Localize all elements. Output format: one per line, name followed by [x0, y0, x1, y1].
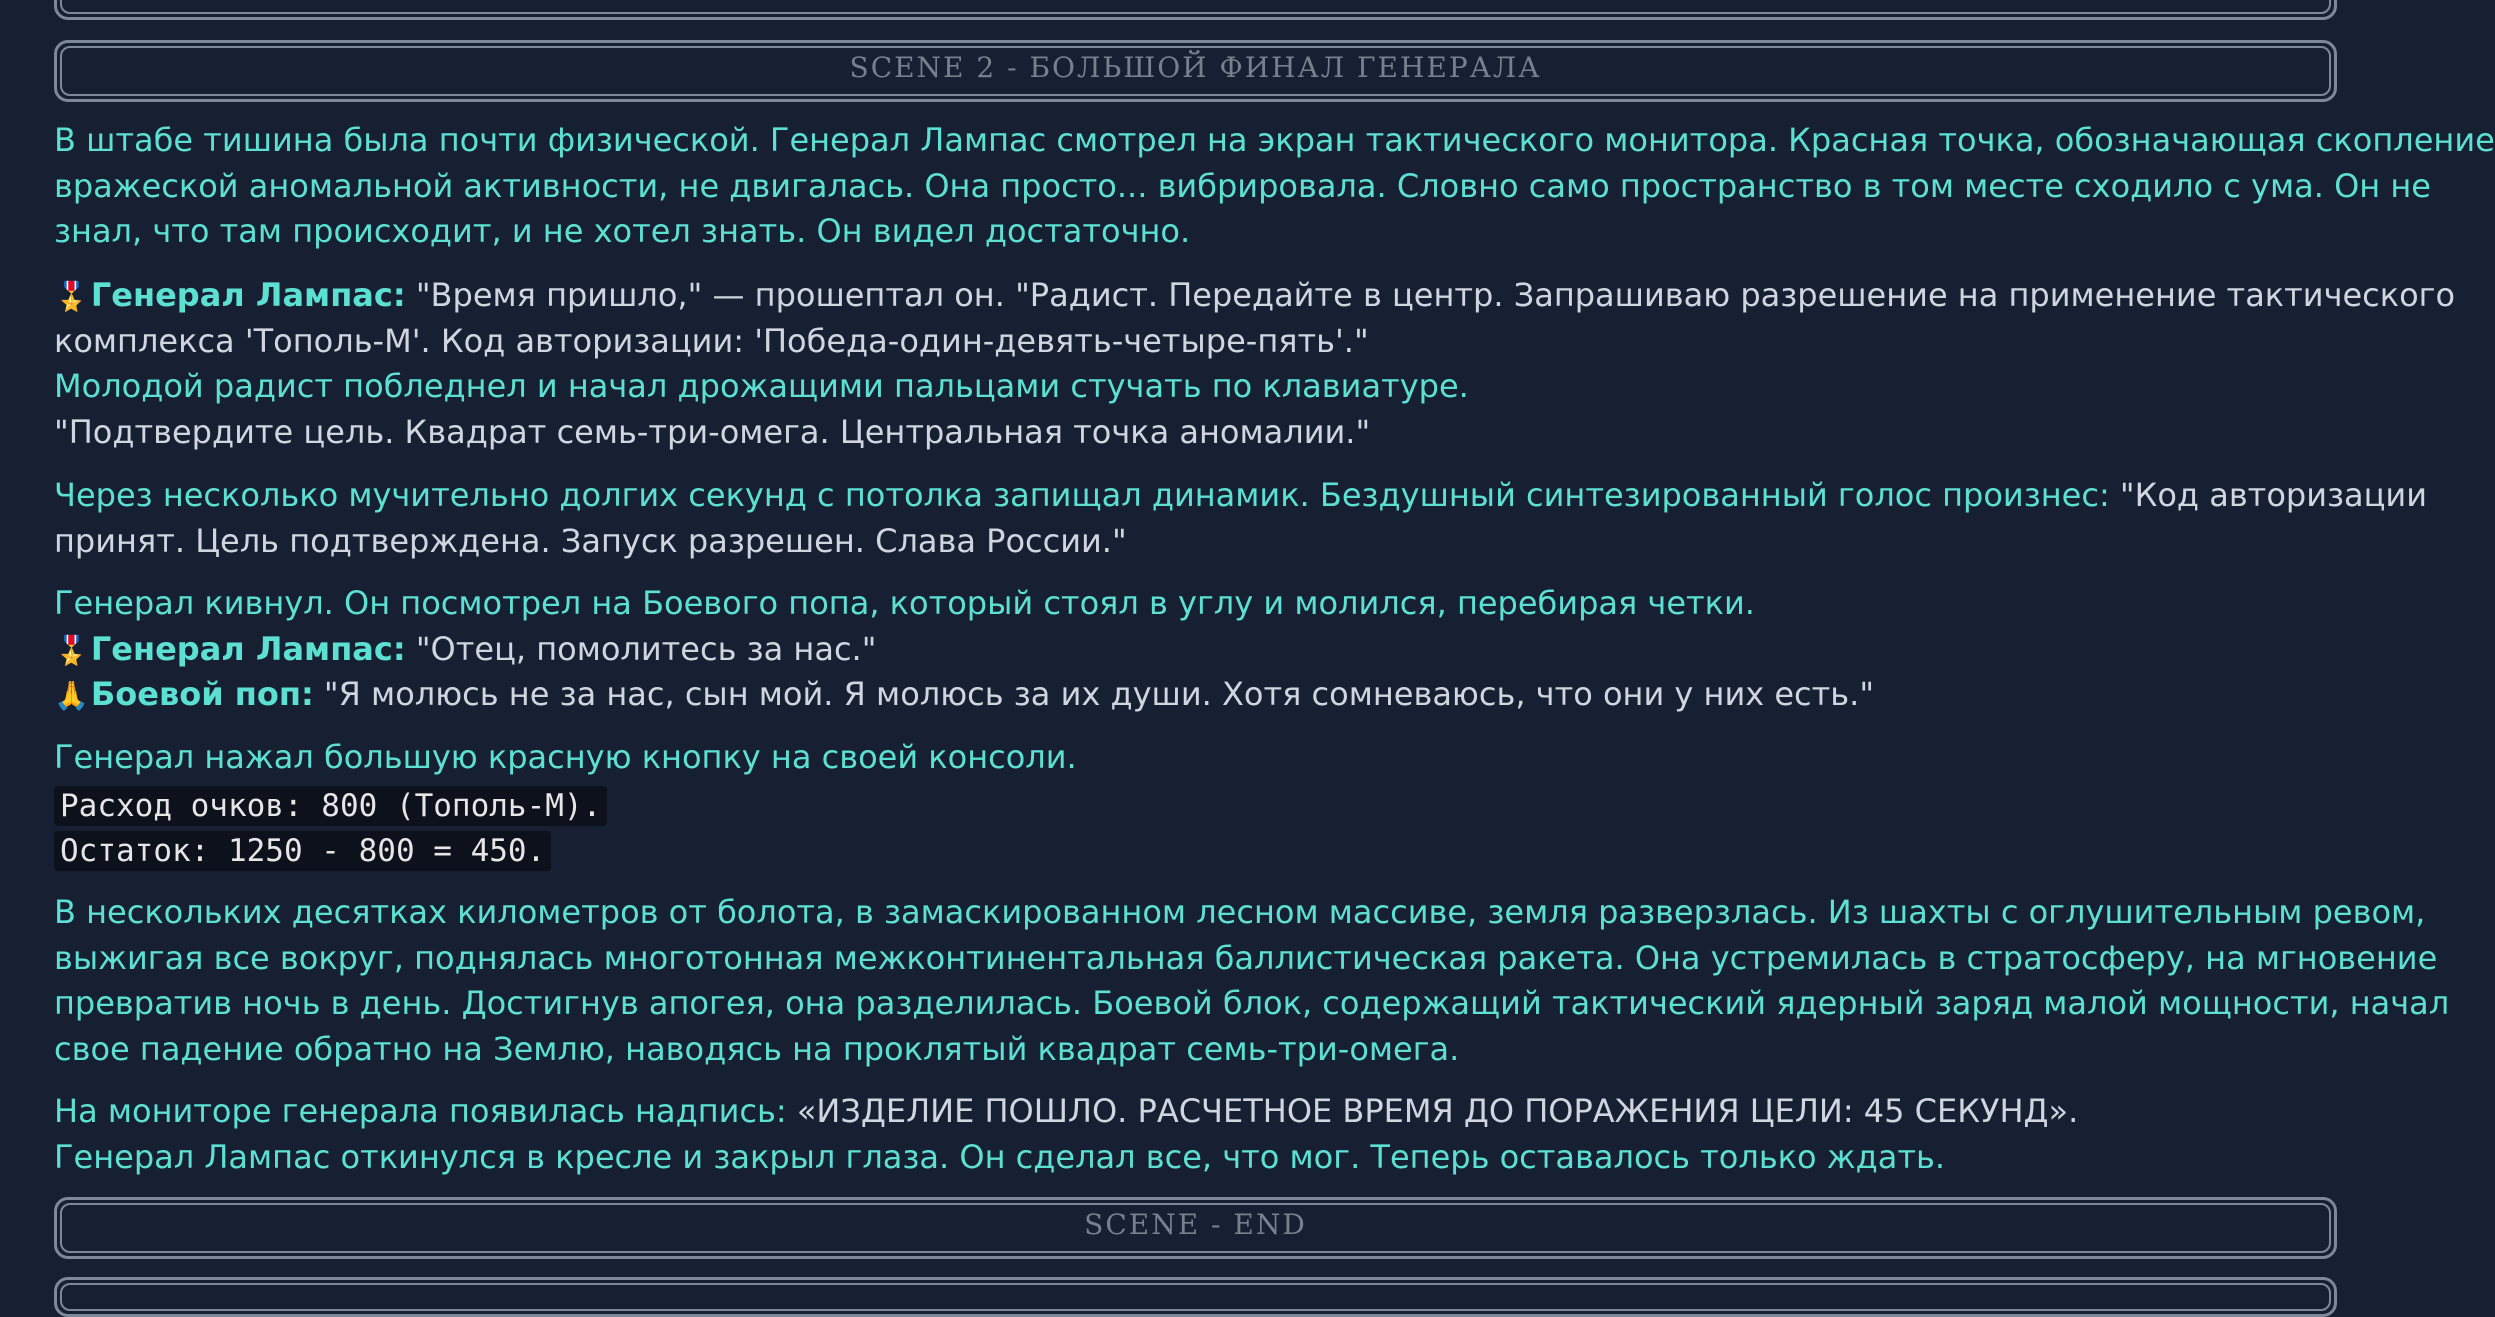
scene-header-frame: [54, 40, 2337, 102]
quote-text: "Подтвердите цель. Квадрат семь-три-омега. Центральная точка аномалии.": [54, 412, 1371, 451]
next-scene-frame: [54, 1277, 2337, 1317]
speaker-name: Генерал Лампас:: [90, 629, 406, 668]
text-line: превратив ночь в день. Достигнув апогея, она разделилась. Боевой блок, содержащий тактический ядерный заряд малой мощности, начал: [54, 984, 2450, 1022]
quote-text: принят. Цель подтверждена. Запуск разрешен. Слава России.": [54, 521, 1127, 560]
paragraph-launch: [54, 890, 2450, 1072]
narration-text: Генерал нажал большую красную кнопку на своей консоли.: [54, 738, 1077, 776]
speaker-name: Генерал Лампас:: [90, 276, 406, 314]
paragraph-authorization: [54, 473, 2427, 564]
text-line: В нескольких десятках километров от болота, в замаскированном лесном массиве, земля разверзлась. Из шахты с оглушительным ревом,: [54, 893, 2426, 931]
previous-scene-frame: [54, 0, 2337, 20]
speech-text: комплекса 'Тополь-М'. Код авторизации: 'Победа-один-девять-четыре-пять'.": [54, 321, 1369, 360]
narration-text: Через несколько мучительно долгих секунд с потолка запищал динамик. Бездушный синтезированный голос произнес:: [54, 476, 2120, 514]
speaker-name: Боевой поп:: [90, 675, 314, 713]
medal-icon: 🎖️: [54, 633, 89, 667]
paragraph-monitor: [54, 1089, 2354, 1180]
points-remaining-code: Остаток: 1250 - 800 = 450.: [54, 831, 551, 871]
text-line: знал, что там происходит, и не хотел знать. Он видел достаточно.: [54, 212, 1191, 250]
medal-icon: 🎖️: [54, 280, 89, 313]
paragraph-general-request: [54, 273, 2456, 455]
text-line: вражеской аномальной активности, не двигалась. Она просто... вибрировала. Словно само пространство в том месте сходило с ума. Он не: [54, 166, 2431, 205]
text-line: свое падение обратно на Землю, наводясь на проклятый квадрат семь-три-омега.: [54, 1029, 1460, 1068]
text-line: выжигая все вокруг, поднялась многотонная межконтинентальная баллистическая ракета. Она устремилась в стратосферу, на мгновение: [54, 938, 2438, 977]
speech-text: "Я молюсь не за нас, сын мой. Я молюсь за их души. Хотя сомневаюсь, что они у них есть.": [313, 675, 1875, 713]
quote-text: "Код авторизации: [2119, 476, 2427, 514]
points-spent-code: Расход очков: 800 (Тополь-М).: [54, 786, 607, 826]
speech-text: "Отец, помолитесь за нас.": [405, 629, 877, 668]
monitor-message: «ИЗДЕЛИЕ ПОШЛО. РАСЧЕТНОЕ ВРЕМЯ ДО ПОРАЖЕНИЯ ЦЕЛИ: 45 СЕКУНД».: [796, 1092, 2079, 1130]
scene-end-title: SCENE - END: [1084, 1208, 1307, 1241]
scene-end-frame: [54, 1197, 2337, 1259]
paragraph-button: [54, 735, 2354, 872]
scene-header-title: SCENE 2 - БОЛЬШОЙ ФИНАЛ ГЕНЕРАЛА: [849, 51, 1542, 84]
speech-text: "Время пришло," — прошептал он. "Радист. Передайте в центр. Запрашиваю разрешение на применение тактического: [405, 276, 2456, 314]
text-line: В штабе тишина была почти физической. Генерал Лампас смотрел на экран тактического монитора. Красная точка, обозначающая скопление: [54, 121, 2495, 159]
paragraph-priest: [54, 581, 2354, 718]
narration-text: Молодой радист побледнел и начал дрожащими пальцами стучать по клавиатуре.: [54, 367, 1469, 405]
narration-text: На мониторе генерала появилась надпись:: [54, 1092, 797, 1130]
paragraph-intro: [54, 118, 2495, 255]
praying-hands-icon: 🙏: [54, 679, 89, 712]
narration-text: Генерал кивнул. Он посмотрел на Боевого попа, который стоял в углу и молился, перебирая четки.: [54, 584, 1755, 622]
narration-text: Генерал Лампас откинулся в кресле и закрыл глаза. Он сделал все, что мог. Теперь оставалось только ждать.: [54, 1137, 1945, 1176]
